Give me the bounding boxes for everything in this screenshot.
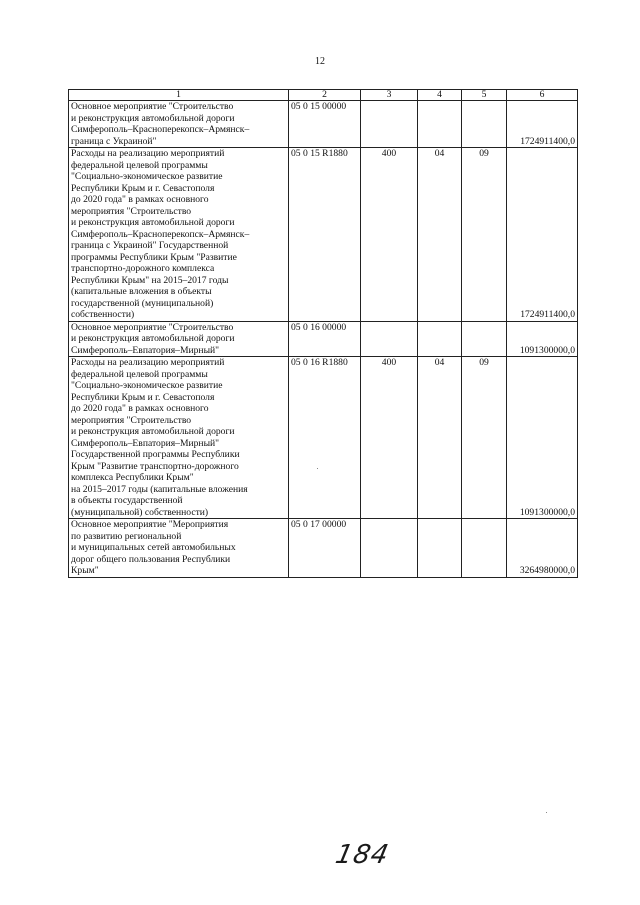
row-kvr-cell [361, 519, 418, 578]
row-pr-cell [462, 519, 507, 578]
row-pr-cell [462, 321, 507, 357]
table-body [69, 90, 578, 578]
header-cell-6: 6 [507, 90, 578, 101]
table-row [69, 148, 578, 322]
row-name-cell: Расходы на реализацию мероприятий федеральной целевой программы "Социально-экономическое развитие Республики Крым и г. Севастополя до 2020 года" в рамках основного мероприятия "Строительство и реконструкция автомобильной дороги Симферополь–Евпатория–Мирный" Государственной программы Республики Крым "Развитие транспортно-дорожного комплекса Республики Крым" на 2015–2017 годы (капитальные вложения в объекты государственной (муниципальной) собственности) [69, 357, 289, 519]
row-kvr-cell [361, 101, 418, 148]
row-amount-cell: 1091300000,0 [507, 357, 578, 519]
row-name-cell: Основное мероприятие "Мероприятия по развитию региональной и муниципальных сетей автомобильных дорог общего пользования Республики Крым" [69, 519, 289, 578]
row-pr-cell [462, 101, 507, 148]
row-pr-cell: 09 [462, 357, 507, 519]
row-code-cell: 05 0 15 00000 [289, 101, 361, 148]
row-code-cell: 05 0 16 00000 [289, 321, 361, 357]
row-kvr-cell [361, 321, 418, 357]
row-rz-cell [418, 519, 462, 578]
row-rz-cell: 04 [418, 148, 462, 322]
row-code-cell: 05 0 17 00000 [289, 519, 361, 578]
row-kvr-cell: 400 [361, 357, 418, 519]
table-row [69, 357, 578, 519]
row-code-cell: 05 0 15 R1880 [289, 148, 361, 322]
row-amount-cell: 1724911400,0 [507, 148, 578, 322]
row-rz-cell: 04 [418, 357, 462, 519]
row-name-cell: Расходы на реализацию мероприятий федеральной целевой программы "Социально-экономическое развитие Республики Крым и г. Севастополя до 2020 года" в рамках основного мероприятия "Строительство и реконструкция автомобильной дороги Симферополь–Красноперекопск–Армянск– граница с Украиной" Государственной программы Республики Крым "Развитие транспортно-дорожного комплекса Республики Крым" на 2015–2017 годы (капитальные вложения в объекты государственной (муниципальной) собственности) [69, 148, 289, 322]
header-cell-2: 2 [289, 90, 361, 101]
row-amount-cell: 1724911400,0 [507, 101, 578, 148]
handwritten-page-number: 184 [332, 840, 392, 870]
table-header-row [69, 90, 578, 101]
page-number: 12 [315, 56, 325, 67]
row-rz-cell [418, 101, 462, 148]
row-kvr-cell: 400 [361, 148, 418, 322]
table-row [69, 519, 578, 578]
row-amount-cell: 3264980000,0 [507, 519, 578, 578]
row-pr-cell: 09 [462, 148, 507, 322]
header-cell-5: 5 [462, 90, 507, 101]
scan-speck [317, 468, 318, 469]
row-name-cell: Основное мероприятие "Строительство и реконструкция автомобильной дороги Симферополь–Евпатория–Мирный" [69, 321, 289, 357]
header-cell-1: 1 [69, 90, 289, 101]
header-cell-4: 4 [418, 90, 462, 101]
header-cell-3: 3 [361, 90, 418, 101]
row-amount-cell: 1091300000,0 [507, 321, 578, 357]
row-rz-cell [418, 321, 462, 357]
table-row [69, 321, 578, 357]
table-row [69, 101, 578, 148]
scan-speck [546, 812, 547, 813]
row-code-cell: 05 0 16 R1880 [289, 357, 361, 519]
budget-table [68, 89, 578, 578]
row-name-cell: Основное мероприятие "Строительство и реконструкция автомобильной дороги Симферополь–Красноперекопск–Армянск– граница с Украиной" [69, 101, 289, 148]
